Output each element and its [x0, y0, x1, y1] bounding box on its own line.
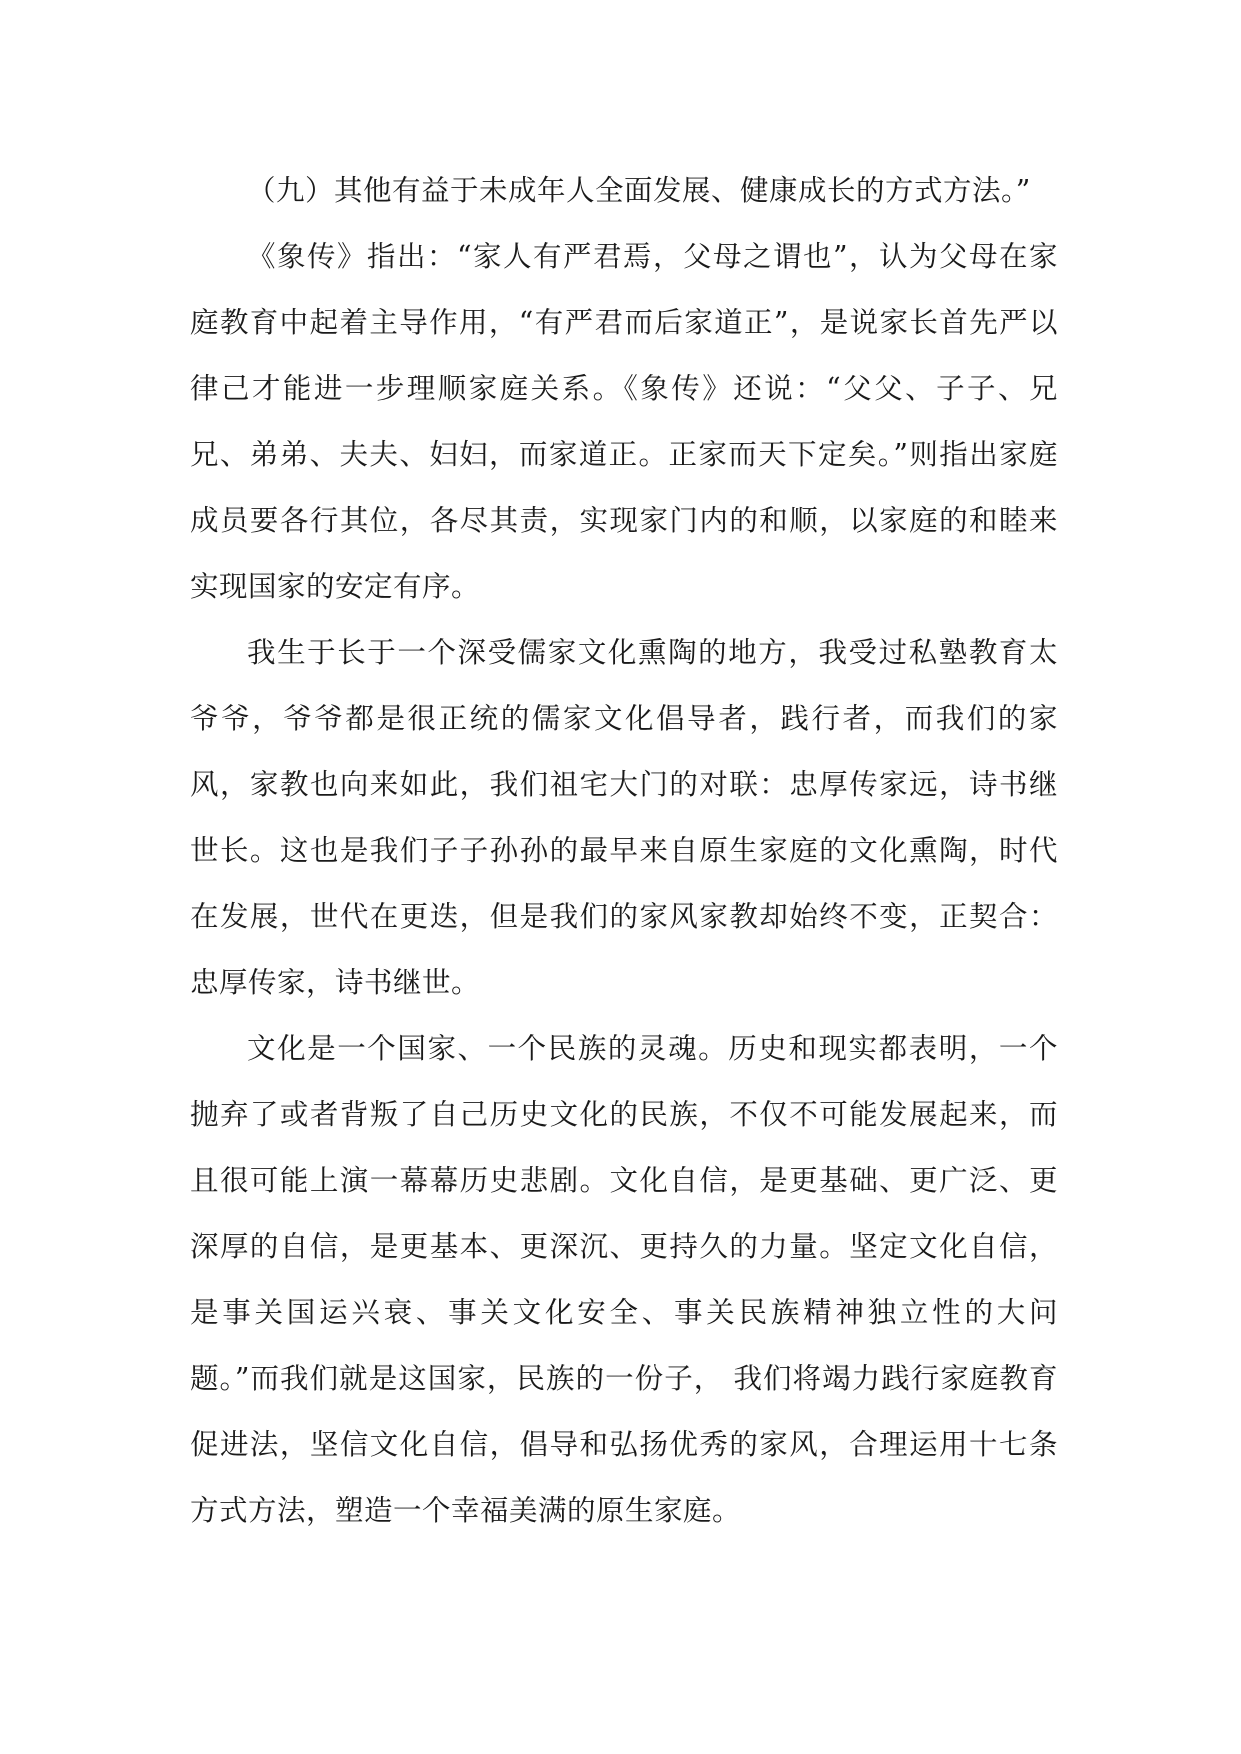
paragraph-method-nine: （九）其他有益于未成年人全面发展、健康成长的方式方法。”	[247, 174, 1031, 207]
document-body	[190, 158, 1058, 1544]
paragraph-family-heritage: 我生于长于一个深受儒家文化熏陶的地方，我受过私塾教育太爷爷，爷爷都是很正统的儒家文化倡导者，践行者，而我们的家风，家教也向来如此，我们祖宅大门的对联：忠厚传家远，诗书继世长。这也是我们子子孙孙的最早来自原生家庭的文化熏陶，时代在发展，世代在更迭，但是我们的家风家教却始终不变，正契合：忠厚传家，诗书继世。	[190, 636, 1058, 999]
paragraph-xiangzhuan: 《象传》指出：“家人有严君焉，父母之谓也”，认为父母在家庭教育中起着主导作用，“有严君而后家道正”，是说家长首先严以律己才能进一步理顺家庭关系。《象传》还说：“父父、子子、兄兄、弟弟、夫夫、妇妇，而家道正。正家而天下定矣。”则指出家庭成员要各行其位，各尽其责，实现家门内的和顺，以家庭的和睦来实现国家的安定有序。	[190, 240, 1058, 603]
paragraph-cultural-confidence: 文化是一个国家、一个民族的灵魂。历史和现实都表明，一个抛弃了或者背叛了自己历史文化的民族，不仅不可能发展起来，而且很可能上演一幕幕历史悲剧。文化自信，是更基础、更广泛、更深厚的自信，是更基本、更深沉、更持久的力量。坚定文化自信，是事关国运兴衰、事关文化安全、事关民族精神独立性的大问题。”而我们就是这国家，民族的一份子， 我们将竭力践行家庭教育促进法，坚信文化自信，倡导和弘扬优秀的家风，合理运用十七条方式方法，塑造一个幸福美满的原生家庭。	[190, 1032, 1058, 1527]
